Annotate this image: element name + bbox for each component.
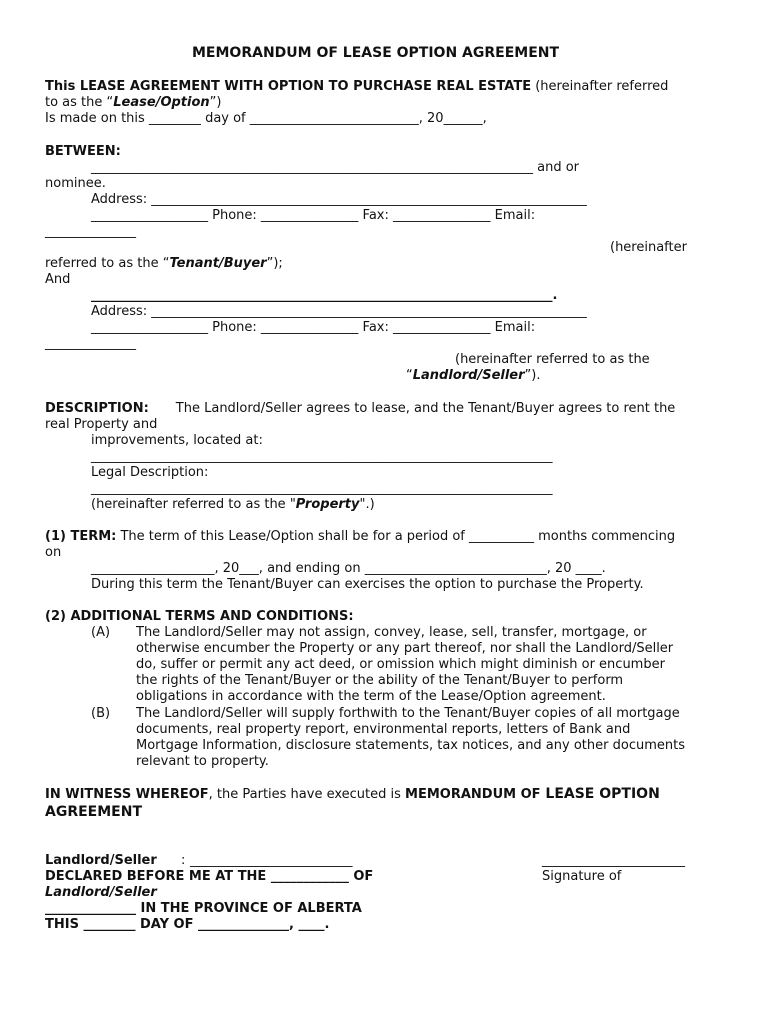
witness-line-2: AGREEMENT (45, 804, 142, 820)
clause-a-line-2: otherwise encumber the Property or any part thereof, nor shall the Landlord/Seller (136, 641, 674, 656)
landlord-referred-a: (hereinafter referred to as the (455, 352, 650, 367)
this-day-line: THIS ________ DAY OF ______________, ____. (45, 917, 330, 932)
term-heading: (1) TERM: (45, 529, 117, 544)
clause-b-label: (B) (91, 706, 111, 721)
tenant-referred-b (45, 256, 283, 272)
property-referred-post: ".) (359, 497, 375, 512)
tenant-nominee: nominee. (45, 176, 106, 191)
intro-line-1 (45, 79, 668, 95)
landlord-signature-blank: _________________________ (190, 853, 353, 868)
intro-line-3: Is made on this ________ day of __________________________, 20______, (45, 111, 487, 126)
landlord-contact-line: __________________ Phone: _______________ Fax: _______________ Email: (91, 320, 536, 335)
tenant-email-line: ______________ (45, 224, 136, 239)
landlord-address-line: Address: ___________________________________________________________________ (91, 304, 587, 319)
intro-rest: (hereinafter referred (531, 79, 669, 94)
clause-b-line-2: documents, real property report, environmental reports, letters of Bank and (136, 722, 631, 737)
landlord-referred-post: ”). (524, 368, 541, 383)
additional-terms-heading: (2) ADDITIONAL TERMS AND CONDITIONS: (45, 609, 354, 624)
description-line-2: real Property and (45, 417, 158, 432)
tenant-referred-pre: referred to as the “ (45, 256, 170, 271)
between-heading: BETWEEN: (45, 144, 121, 159)
tenant-name-line: ____________________________________________________________________ and or (91, 160, 580, 175)
property-referred-pre: (hereinafter referred to as the " (91, 497, 296, 512)
landlord-signature-label: Landlord/Seller (45, 853, 157, 868)
tenant-referred-a: (hereinafter (610, 240, 687, 255)
lease-option-term: Lease/Option (113, 95, 210, 110)
term-text-1: The term of this Lease/Option shall be for a period of __________ months commencing (116, 529, 676, 544)
intro-line2-post: ”) (209, 95, 222, 110)
legal-description-label: Legal Description: (91, 465, 209, 480)
witness-bold-1: IN WITNESS WHEREOF (45, 787, 209, 802)
clause-a-line-5: obligations in accordance with the term of the Lease/Option agreement. (136, 689, 606, 704)
landlord-name-line: _______________________________________________________________________. (91, 288, 558, 303)
tenant-contact-line: __________________ Phone: _______________ Fax: _______________ Email: (91, 208, 536, 223)
clause-a-line-1: The Landlord/Seller may not assign, convey, lease, sell, transfer, mortgage, or (136, 625, 647, 640)
document-title: MEMORANDUM OF LEASE OPTION AGREEMENT (192, 45, 560, 61)
tenant-address-line: Address: ___________________________________________________________________ (91, 192, 587, 207)
landlord-signature-colon: : (181, 853, 186, 868)
province-line: ______________ IN THE PROVINCE OF ALBERTA (45, 901, 362, 916)
clause-a-label: (A) (91, 625, 111, 640)
clause-b-line-3: Mortgage Information, disclosure statements, tax notices, and any other documents (136, 738, 685, 753)
signature-blank: ______________________ (542, 853, 685, 868)
landlord-seller-line: Landlord/Seller (45, 885, 157, 900)
intro-line-2 (45, 95, 221, 111)
description-line-1 (45, 401, 675, 417)
landlord-referred-pre: “ (406, 368, 413, 383)
term-line-1 (45, 529, 675, 545)
declared-before-line: DECLARED BEFORE ME AT THE ____________ OF (45, 869, 374, 884)
clause-b-line-1: The Landlord/Seller will supply forthwith to the Tenant/Buyer copies of all mortgage (136, 706, 680, 721)
tenant-referred-post: ”); (266, 256, 283, 271)
clause-a-line-4: the rights of the Tenant/Buyer or the ability of the Tenant/Buyer to perform (136, 673, 624, 688)
signature-of-label: Signature of (542, 869, 622, 884)
landlord-email-line: ______________ (45, 336, 136, 351)
landlord-seller-term: Landlord/Seller (412, 368, 525, 383)
clause-a-line-3: do, suffer or permit any act deed, or omission which might diminish or encumber (136, 657, 665, 672)
witness-line-1 (45, 786, 660, 803)
witness-bold-2: MEMORANDUM OF (405, 787, 541, 802)
intro-bold: This LEASE AGREEMENT WITH OPTION TO PURCHASE REAL ESTATE (45, 79, 532, 94)
term-line-4: During this term the Tenant/Buyer can exercises the option to purchase the Property. (91, 577, 644, 592)
description-text-1: The Landlord/Seller agrees to lease, and the Tenant/Buyer agrees to rent the (175, 401, 676, 416)
witness-text: , the Parties have executed is (208, 787, 406, 802)
and-separator: And (45, 272, 71, 287)
property-referred (91, 497, 375, 513)
description-heading: DESCRIPTION: (45, 401, 149, 416)
location-blank: _______________________________________________________________________ (91, 449, 553, 464)
landlord-referred-b (406, 368, 541, 384)
term-line-2: on (45, 545, 62, 560)
property-term: Property (295, 497, 360, 512)
intro-line2-pre: to as the “ (45, 95, 114, 110)
tenant-buyer-term: Tenant/Buyer (169, 256, 267, 271)
term-line-3: ___________________, 20___, and ending on ____________________________, 20 ____. (91, 561, 606, 576)
description-line-3: improvements, located at: (91, 433, 263, 448)
witness-bold-3: LEASE OPTION (540, 786, 660, 802)
legal-description-blank: _______________________________________________________________________ (91, 481, 553, 496)
clause-b-line-4: relevant to property. (136, 754, 269, 769)
